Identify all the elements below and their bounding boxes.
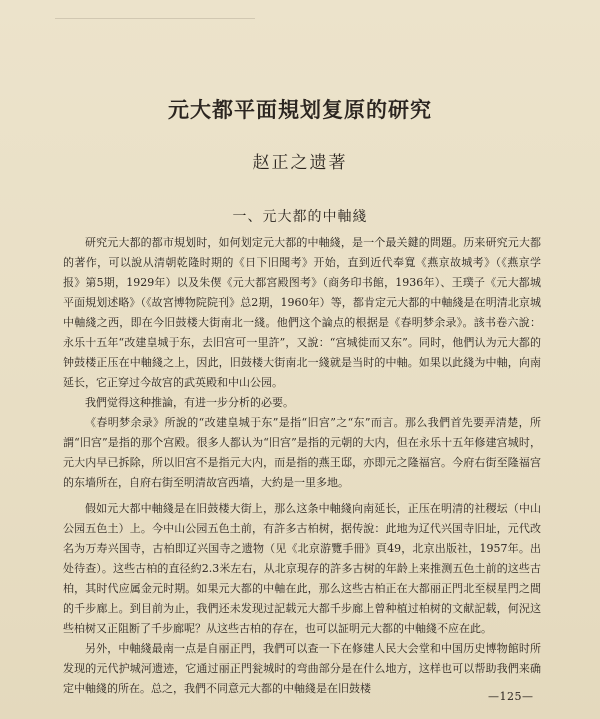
section-heading: 一、元大都的中軸綫 — [232, 209, 368, 225]
faint-header-rule — [55, 18, 255, 19]
paragraph-2: 我們觉得这种推論，有进一步分析的必要。 — [85, 396, 294, 409]
article-title: 元大都平面規划复原的研究 — [168, 97, 432, 122]
article-body — [63, 233, 541, 699]
paragraph-3: 《春明梦余录》所說的“改建皇城于东”是指“旧宫”之“东”而言。那么我們首先要弄清楚，所謂“旧宫”是指的那个宫殿。很多人都认为“旧宫”是指的元朝的大内，但在永乐十五年修建宫城时，元大内早已拆除，所以旧宫不是指元大内，而是指的燕王邸，亦即元之隆福宫。今府右街至隆福宫的东墙所在，自府右街至明清故宫西墙，大約是一里多地。 — [63, 416, 541, 489]
page-number: —125— — [488, 690, 534, 703]
paragraph-5: 另外，中軸綫最南一点是自丽正門，我們可以查一下在修建人民大会堂和中国历史博物館时所发现的元代护城河遗迹，它通过丽正門瓮城时的弯曲部分是在什么地方，这样也可以帮助我們来确定中軸綫的所在。总之，我們不同意元大都的中軸綫是在旧鼓楼 — [63, 642, 541, 695]
paragraph-4: 假如元大都中軸綫是在旧鼓楼大街上，那么这条中軸綫向南延长，正压在明清的社稷坛（中山公园五色土）上。今中山公园五色土前，有許多古柏树，据传說：此地为辽代兴国寺旧址，元代改名为万寿兴国寺，古柏即辽兴国寺之遗物（见《北京游覽手冊》頁49，北京出版社，1957年。出处待查）。这些古柏的直径約2.3米左右，从北京現存的許多古树的年龄上来推测五色土前的这些古柏，其时代应属金元时期。如果元大都的中軸在此，那么这些古柏正在大都丽正門北至棂星門之間的千步廊上。到目前为止，我們还未发现过記载元大都千步廊上曾种植过柏树的文献記载，何況这些柏树又正阻断了千步廊呢？从这些古柏的存在，也可以証明元大都的中軸綫不应在此。 — [63, 502, 541, 635]
paragraph-1: 研究元大都的都市規划时，如何划定元大都的中軸綫，是一个最关鍵的問題。历来研究元大都的著作，可以說从清朝乾隆时期的《日下旧聞考》开始，直到近代奉寬《燕京故城考》（《燕京学报》第5期，1929年）以及朱偰《元大都宮殿图考》（商务印书館，1936年）、王璞子《元大都城平面規划述略》（《故宮博物院院刊》总2期，1960年）等，都肯定元大都的中軸綫是在明清北京城中軸綫之西，即在今旧鼓楼大街南北一綫。他們这个論点的根据是《春明梦余录》。該书卷六說：永乐十五年“改建皇城于东，去旧宫可一里許”，又說：“宫城徙而又东”。同时，他們认为元大都的钟鼓楼正压在中軸綫之上，因此，旧鼓楼大街南北一綫就是当时的中軸。如果以此綫为中軸，向南延长，它正穿过今故宫的武英殿和中山公园。 — [63, 236, 541, 389]
article-author: 赵正之遗著 — [252, 153, 348, 173]
